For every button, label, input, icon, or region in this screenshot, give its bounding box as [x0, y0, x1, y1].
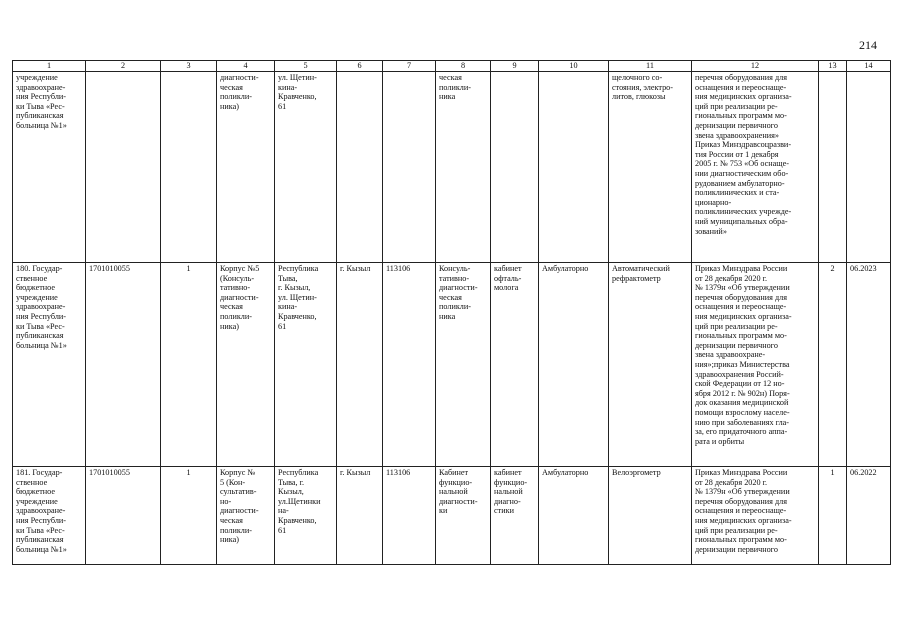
table-cell: 113106	[383, 263, 436, 467]
table-cell: кабинет функцио- нальной диагно- стики	[491, 467, 539, 565]
table-cell: Приказ Минздрава России от 28 декабря 2020 г. № 1379н «Об утверждении перечня оборудования для оснащения и переоснаще- ния медицинских организа- ций при реализации ре- гиональных программ мо- дернизации первичного	[692, 467, 819, 565]
table-row-181	[13, 467, 891, 565]
table-cell: 113106	[383, 467, 436, 565]
table-cell: 1	[819, 467, 847, 565]
table-cell: Приказ Минздрава России от 28 декабря 2020 г. № 1379н «Об утверждении перечня оборудования для оснащения и переоснаще- ния медицинских организа- ций при реализации ре- гиональных программ мо- дернизации первичного звена здравоохране- ния»;приказ Министерства здравоохранения Россий- ской Федерации от 12 но- ября 2012 г. № 902н) Поря- док оказания медицинской помощи взрослому населе- нию при заболеваниях гла- за, его придаточного аппа- рата и орбиты	[692, 263, 819, 467]
table-cell: Корпус №5 (Консуль- тативно- диагности- ческая поликли- ника)	[217, 263, 275, 467]
column-number: 10	[539, 61, 609, 72]
column-number: 9	[491, 61, 539, 72]
table-cell	[539, 72, 609, 263]
table-cell: 1701010055	[86, 467, 161, 565]
equipment-table	[12, 60, 891, 565]
table-cell	[337, 72, 383, 263]
column-number: 6	[337, 61, 383, 72]
table-cell: щелочного со- стояния, электро- литов, глюкозы	[609, 72, 692, 263]
table-cell: Амбулаторно	[539, 467, 609, 565]
column-number: 11	[609, 61, 692, 72]
table-cell: кабинет офталь- молога	[491, 263, 539, 467]
table-cell: 06.2022	[847, 467, 891, 565]
table-row-180	[13, 263, 891, 467]
table-cell: Амбулаторно	[539, 263, 609, 467]
table-cell: 2	[819, 263, 847, 467]
table-cell	[491, 72, 539, 263]
table-cell: 1	[161, 263, 217, 467]
column-number: 3	[161, 61, 217, 72]
page-number: 214	[859, 38, 877, 52]
column-number: 14	[847, 61, 891, 72]
table-cell: г. Кызыл	[337, 263, 383, 467]
table-cell: 1	[161, 467, 217, 565]
table-cell: учреждение здравоохране- ния Республи- ки Тыва «Рес- публиканская больница №1»	[13, 72, 86, 263]
column-number-row	[13, 61, 891, 72]
table-cell: ул. Щетин- кина- Кравченко, 61	[275, 72, 337, 263]
table-cell: 1701010055	[86, 263, 161, 467]
column-number: 12	[692, 61, 819, 72]
table-cell: ческая поликли- ника	[436, 72, 491, 263]
column-number: 4	[217, 61, 275, 72]
column-number: 1	[13, 61, 86, 72]
table-cell: Автоматический рефрактометр	[609, 263, 692, 467]
table-cell	[161, 72, 217, 263]
column-number: 7	[383, 61, 436, 72]
table-cell: г. Кызыл	[337, 467, 383, 565]
column-number: 5	[275, 61, 337, 72]
table-cell: 181. Государ- ственное бюджетное учреждение здравоохране- ния Республи- ки Тыва «Рес- публиканская больница №1»	[13, 467, 86, 565]
table-cell: 180. Государ- ственное бюджетное учреждение здравоохране- ния Республи- ки Тыва «Рес- публиканская больница №1»	[13, 263, 86, 467]
table-cell: 06.2023	[847, 263, 891, 467]
table-cell: Республика Тыва, г. Кызыл, ул.Щетинки на- Кравченко, 61	[275, 467, 337, 565]
table-cell: Консуль- тативно- диагности- ческая поликли- ника	[436, 263, 491, 467]
table-cell	[819, 72, 847, 263]
table-cell: Корпус № 5 (Кон- сультатив- но- диагности- ческая поликли- ника)	[217, 467, 275, 565]
table-cell: Кабинет функцио- нальной диагности- ки	[436, 467, 491, 565]
table-cell	[847, 72, 891, 263]
table-cell: Республика Тыва, г. Кызыл, ул. Щетин- кина- Кравченко, 61	[275, 263, 337, 467]
column-number: 2	[86, 61, 161, 72]
table-row-continued	[13, 72, 891, 263]
column-number: 8	[436, 61, 491, 72]
table-cell: перечня оборудования для оснащения и переоснаще- ния медицинских организа- ций при реализации ре- гиональных программ мо- дернизации первичного звена здравоохранения» Приказ Минздравсоцразви- тия России от 1 декабря 2005 г. № 753 «Об оснаще- нии диагностическим обо- рудованием амбулаторно- поликлинических и ста- ционарно- поликлинических учрежде- ний муниципальных обра- зований»	[692, 72, 819, 263]
table-cell: диагности- ческая поликли- ника)	[217, 72, 275, 263]
table-cell	[86, 72, 161, 263]
table-cell	[383, 72, 436, 263]
table-cell: Велоэргометр	[609, 467, 692, 565]
column-number: 13	[819, 61, 847, 72]
